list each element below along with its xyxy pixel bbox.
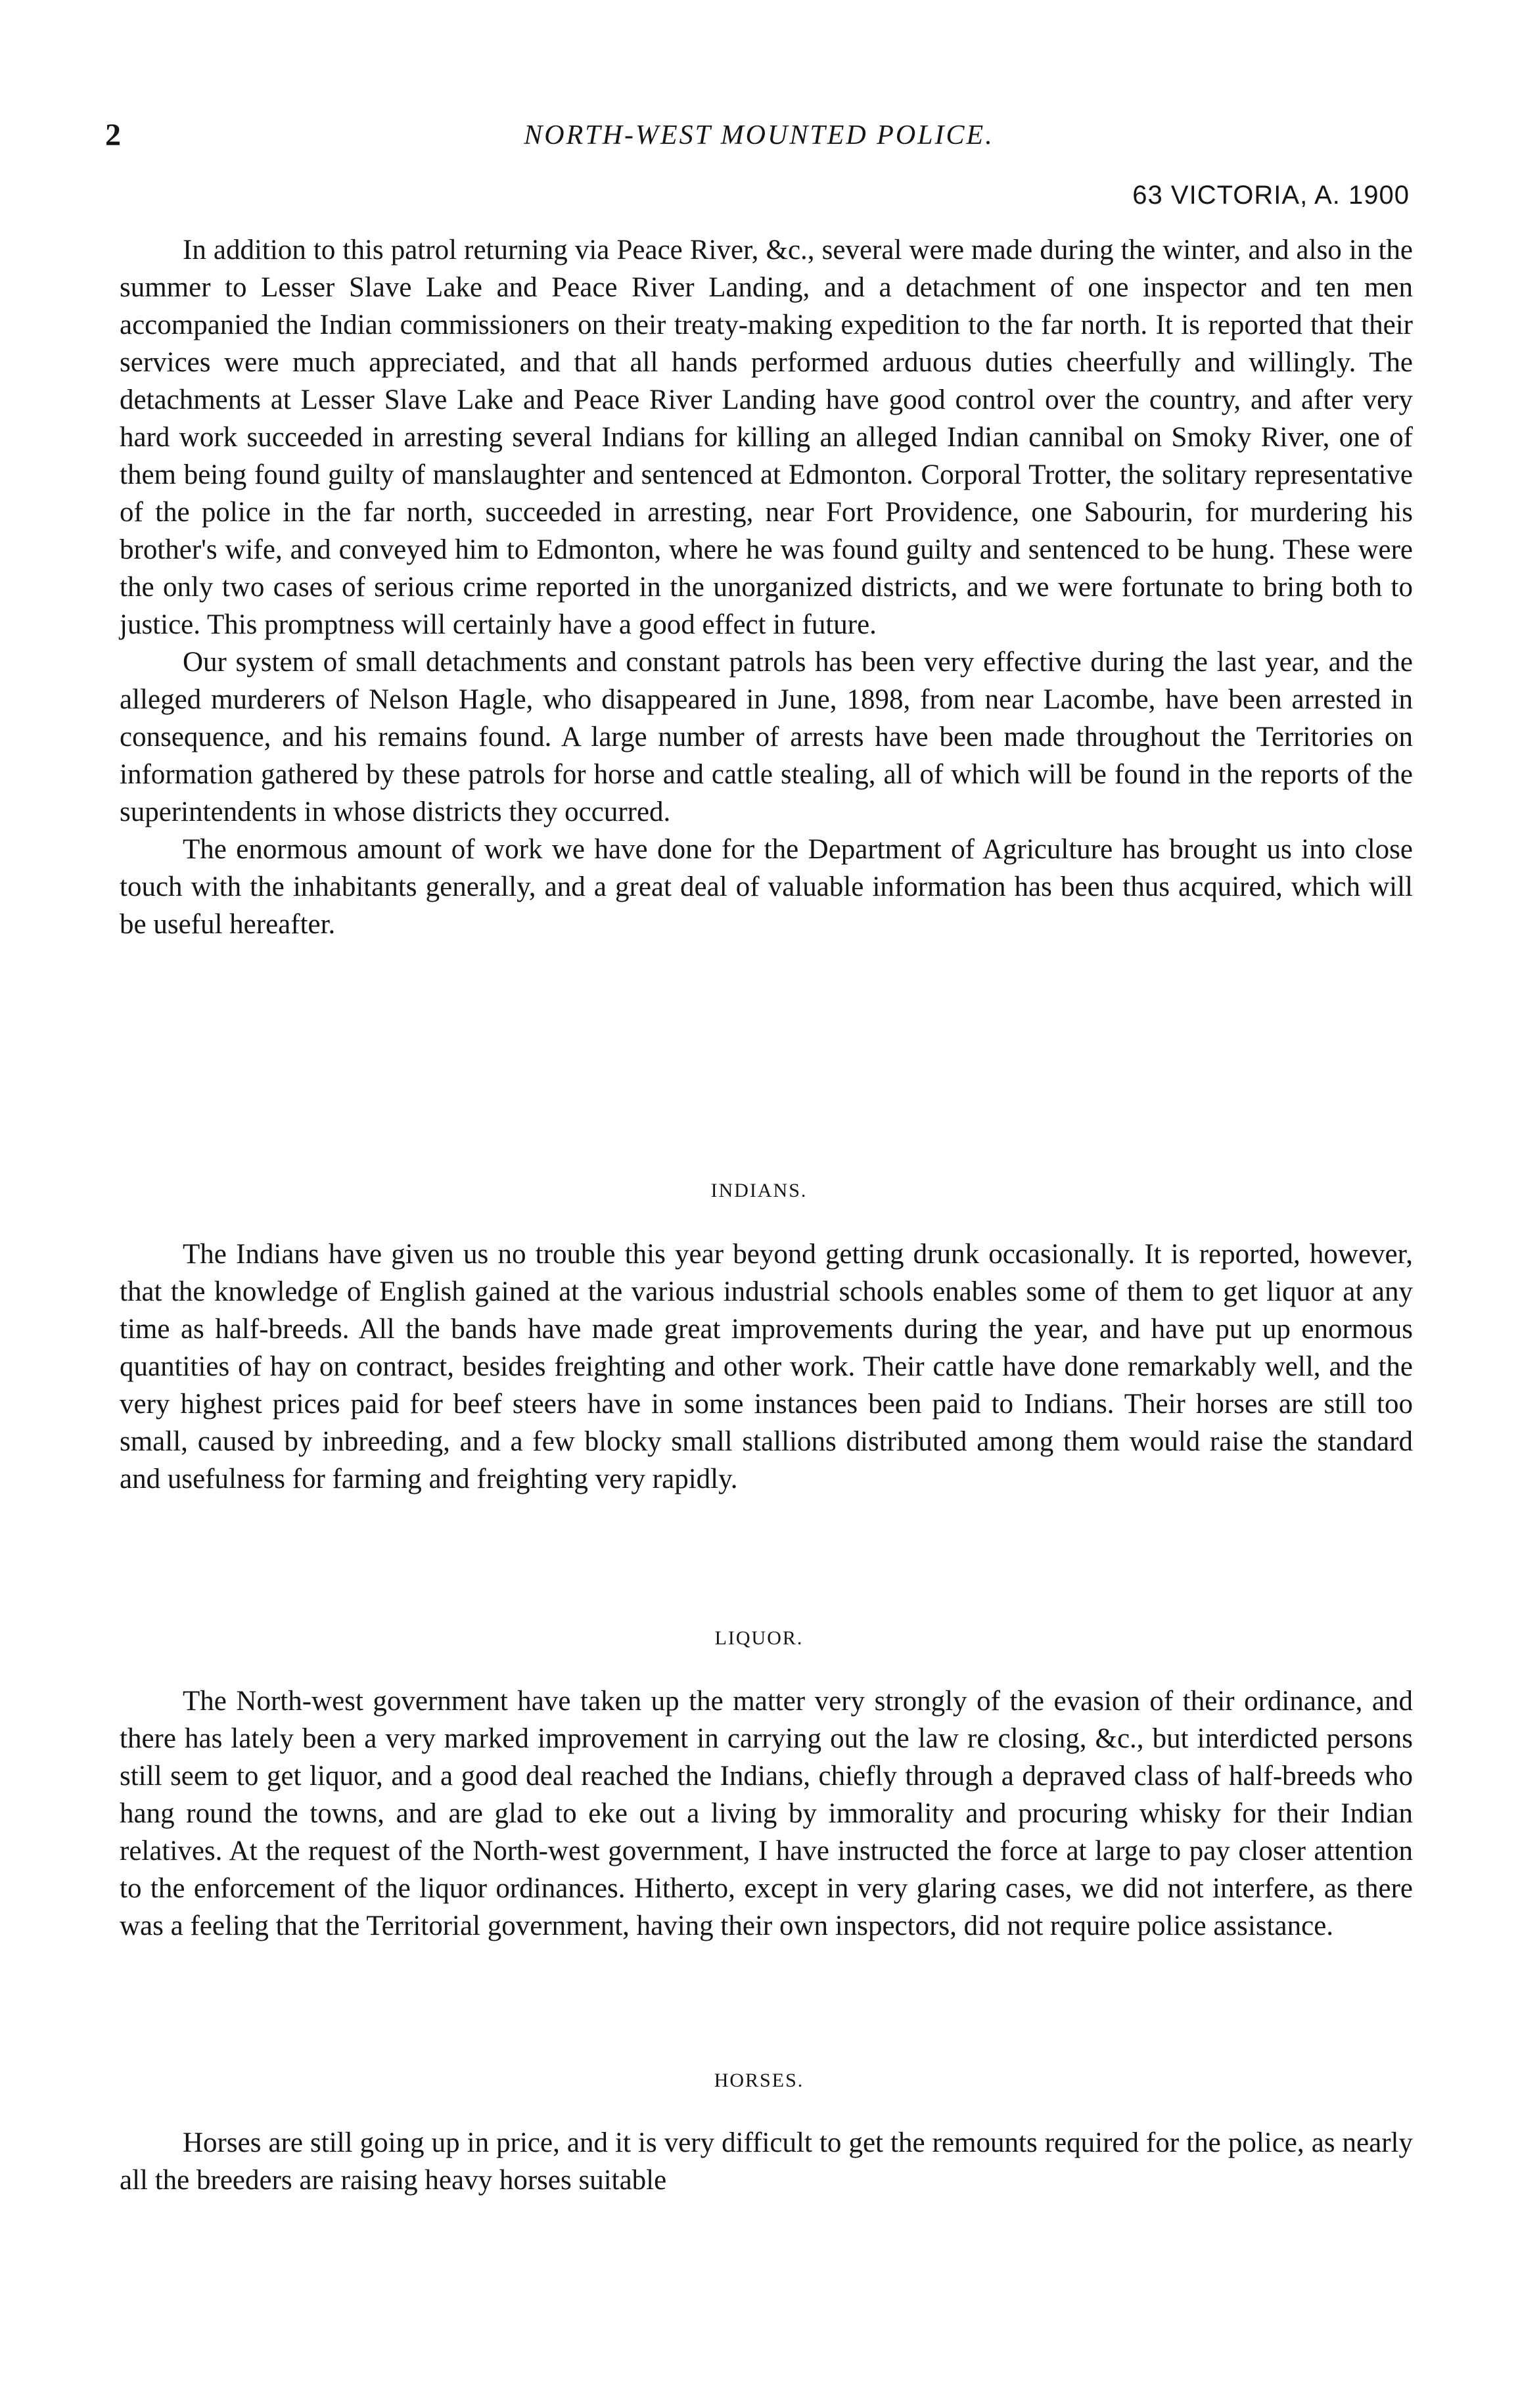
intro-section [120, 231, 1413, 943]
section-heading-horses: HORSES. [714, 2070, 804, 2091]
page-number: 2 [105, 118, 121, 152]
section-heading-liquor: LIQUOR. [714, 1627, 804, 1649]
paragraph: Horses are still going up in price, and it is very difficult to get the remounts required for the police, as nearly all the breeders are raising heavy horses suitable [120, 2127, 1413, 2196]
indians-section [120, 1236, 1413, 1498]
paragraph: In addition to this patrol returning via Peace River, &c., several were made during the winter, and also in the summer to Lesser Slave Lake and Peace River Landing, and a detachment of one inspector and ten men accompanied the Indian commissioners on their treaty-making expedition to the far north. It is reported that their services were much appreciated, and that all hands performed arduous duties cheerfully and willingly. The detachments at Lesser Slave Lake and Peace River Landing have good control over the country, and after very hard work succeeded in arresting several Indians for killing an alleged Indian cannibal on Smoky River, one of them being found guilty of manslaughter and sentenced at Edmonton. Corporal Trotter, the solitary representative of the police in the far north, succeeded in arresting, near Fort Providence, one Sabourin, for murdering his brother's wife, and conveyed him to Edmonton, where he was found guilty and sentenced to be hung. These were the only two cases of serious crime reported in the unorganized districts, and we were fortunate to bring both to justice. This promptness will certainly have a good effect in future. [120, 235, 1413, 640]
paragraph: The enormous amount of work we have done for the Department of Agriculture has brought us into close touch with the inhabitants generally, and a great deal of valuable information has been thus acquired, which will be useful hereafter. [120, 834, 1413, 940]
paragraph: Our system of small detachments and constant patrols has been very effective during the last year, and the alleged murderers of Nelson Hagle, who disappeared in June, 1898, from near Lacombe, have been arrested in consequence, and his remains found. A large number of arrests have been made throughout the Territories on information gathered by these patrols for horse and cattle stealing, all of which will be found in the reports of the superintendents in whose districts they occurred. [120, 647, 1413, 827]
section-heading-indians: INDIANS. [710, 1180, 808, 1201]
horses-section [120, 2124, 1413, 2199]
paragraph: The North-west government have taken up the matter very strongly of the evasion of their ordinance, and there has lately been a very marked improvement in carrying out the law re closing, &c., but interdicted persons still seem to get liquor, and a good deal reached the Indians, chiefly through a depraved class of half-breeds who hang round the towns, and are glad to eke out a living by immorality and procuring whisky for their Indian relatives. At the request of the North-west government, I have instructed the force at large to pay closer attention to the enforcement of the liquor ordinances. Hitherto, except in very glaring cases, we did not interfere, as there was a feeling that the Territorial government, having their own inspectors, did not require police assistance. [120, 1686, 1413, 1941]
paragraph: The Indians have given us no trouble this year beyond getting drunk occasionally. It is reported, however, that the knowledge of English gained at the various industrial schools enables some of them to get liquor at any time as half-breeds. All the bands have made great improvements during the year, and have put up enormous quantities of hay on contract, besides freighting and other work. Their cattle have done remarkably well, and the very highest prices paid for beef steers have in some instances been paid to Indians. Their horses are still too small, caused by inbreeding, and a few blocky small stallions distributed among them would raise the standard and usefulness for farming and freighting very rapidly. [120, 1239, 1413, 1494]
running-title: NORTH-WEST MOUNTED POLICE. [524, 120, 994, 150]
session-reference: 63 VICTORIA, A. 1900 [1132, 181, 1410, 210]
liquor-section [120, 1682, 1413, 1945]
